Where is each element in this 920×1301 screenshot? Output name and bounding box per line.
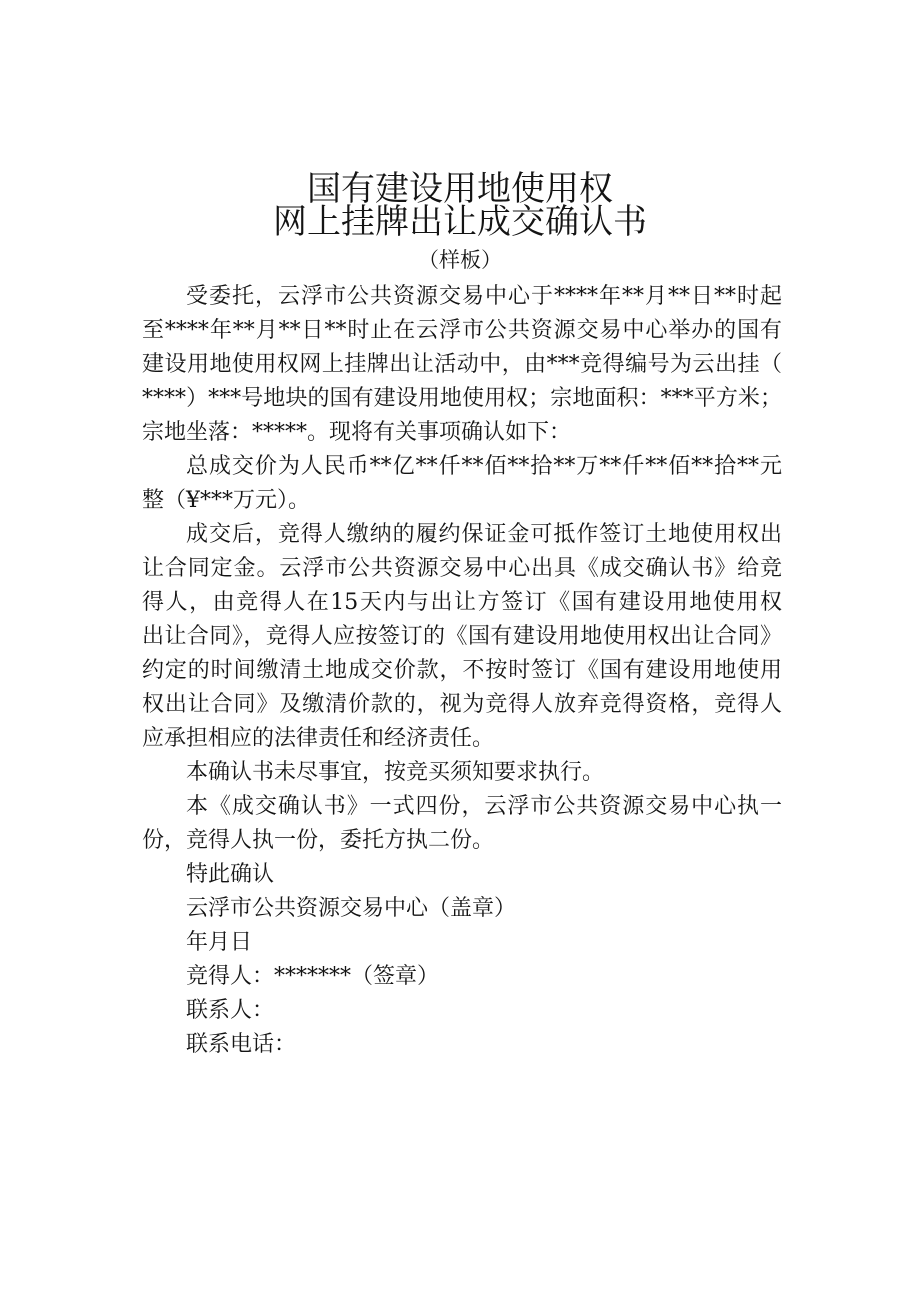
paragraph-line: ****）***号地块的国有建设用地使用权；宗地面积：***平方米； bbox=[142, 386, 782, 411]
paragraph-after-transaction bbox=[142, 518, 782, 756]
paragraph-line: 应承担相应的法律责任和经济责任。 bbox=[142, 726, 495, 751]
closing-issuer: 云浮市公共资源交易中心（盖章） bbox=[186, 896, 517, 921]
closing-phone: 联系电话： bbox=[186, 1032, 297, 1057]
document-body bbox=[142, 280, 782, 1062]
paragraph-line: 约定的时间缴清土地成交价款，不按时签订《国有建设用地使用 bbox=[142, 658, 782, 683]
closing-contact: 联系人： bbox=[186, 998, 275, 1023]
paragraph-line: 宗地坐落：*****。现将有关事项确认如下： bbox=[142, 420, 572, 445]
paragraph-unfinished-matters bbox=[142, 756, 782, 790]
paragraph-line: 受委托，云浮市公共资源交易中心于****年**月**日**时起 bbox=[186, 284, 782, 309]
paragraph-line: 权出让合同》及缴清价款的，视为竞得人放弃竞得资格，竞得人 bbox=[142, 692, 782, 717]
title-line-2: 网上挂牌出让成交确认书 bbox=[273, 202, 647, 242]
paragraph-line: 成交后，竞得人缴纳的履约保证金可抵作签订土地使用权出 bbox=[186, 522, 782, 547]
paragraph-line: 至****年**月**日**时止在云浮市公共资源交易中心举办的国有 bbox=[142, 318, 782, 343]
paragraph-line: 出让合同》，竞得人应按签订的《国有建设用地使用权出让合同》 bbox=[142, 624, 782, 649]
closing-bidder: 竞得人：*******（签章） bbox=[186, 964, 440, 989]
paragraph-line: 让合同定金。云浮市公共资源交易中心出具《成交确认书》给竞 bbox=[142, 556, 782, 581]
paragraph-line: 整（¥***万元）。 bbox=[142, 488, 310, 513]
paragraph-commission bbox=[142, 280, 782, 450]
document-subtitle: （样板） bbox=[418, 248, 502, 272]
paragraph-line: 总成交价为人民币**亿**仟**佰**拾**万**仟**佰**拾**元 bbox=[186, 454, 782, 479]
title-line-1: 国有建设用地使用权 bbox=[307, 169, 613, 209]
closing-confirm: 特此确认 bbox=[186, 862, 275, 887]
paragraph-copies bbox=[142, 790, 782, 858]
closing-block bbox=[142, 858, 782, 1062]
paragraph-total-price bbox=[142, 450, 782, 518]
paragraph-line: 建设用地使用权网上挂牌出让活动中，由***竞得编号为云出挂（ bbox=[142, 352, 782, 377]
closing-date: 年月日 bbox=[186, 930, 253, 955]
document-title bbox=[0, 169, 920, 242]
paragraph-line: 本确认书未尽事宜，按竞买须知要求执行。 bbox=[186, 760, 605, 785]
paragraph-line: 本《成交确认书》一式四份，云浮市公共资源交易中心执一 bbox=[186, 794, 782, 819]
paragraph-line: 得人，由竞得人在15天内与出让方签订《国有建设用地使用权 bbox=[142, 590, 782, 615]
paragraph-line: 份，竞得人执一份，委托方执二份。 bbox=[142, 828, 495, 853]
